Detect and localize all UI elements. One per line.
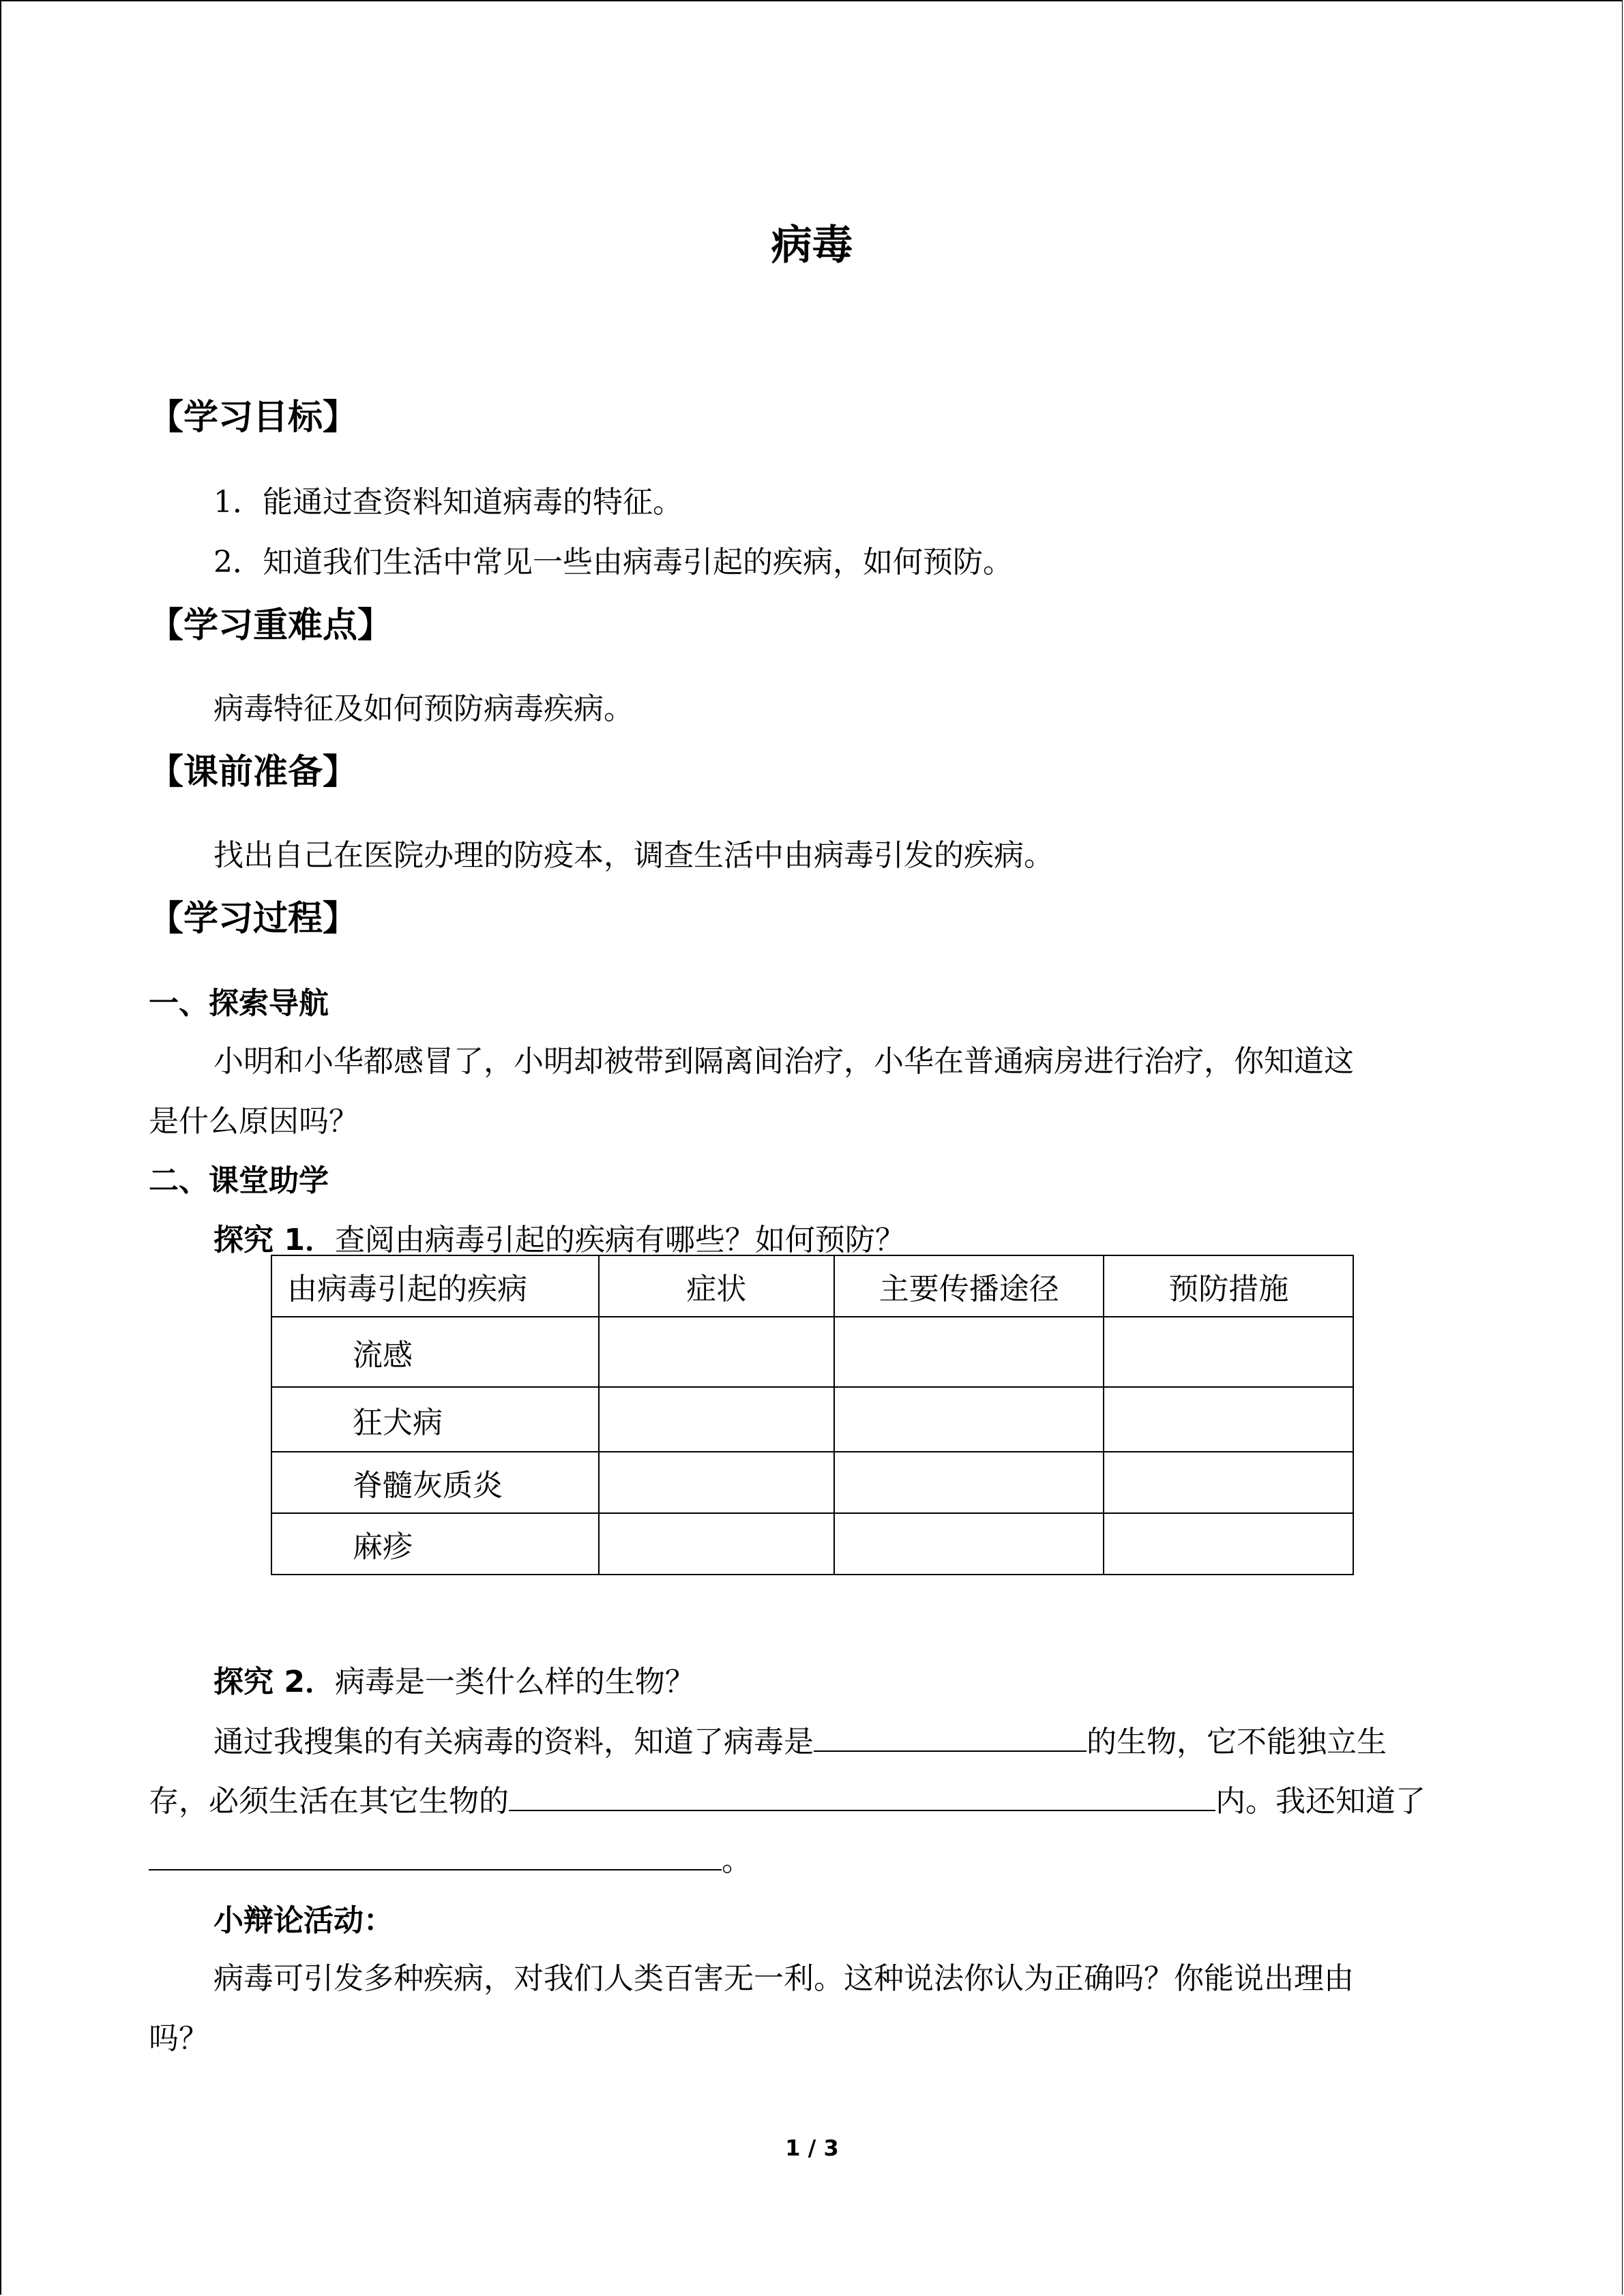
- table-header-prevention: 预防措施: [1104, 1255, 1353, 1317]
- table-cell-blank[interactable]: [599, 1317, 835, 1387]
- fill-text-1: 通过我搜集的有关病毒的资料，知道了病毒是: [213, 1725, 814, 1759]
- explore-heading: 一、探索导航: [149, 986, 329, 1021]
- table-cell-blank[interactable]: [834, 1317, 1104, 1387]
- table-cell-blank[interactable]: [834, 1513, 1104, 1575]
- table-cell-disease: 脊髓灰质炎: [271, 1452, 599, 1513]
- process-heading: 【学习过程】: [149, 899, 358, 939]
- table-row: [271, 1452, 1353, 1513]
- fill-text-2: 的生物，它不能独立生: [1087, 1725, 1387, 1759]
- classroom-heading: 二、课堂助学: [149, 1163, 329, 1198]
- fill-line-1: [213, 1717, 1387, 1761]
- inquiry-2-label: 探究 2．: [213, 1665, 335, 1699]
- objective-item-2: 2．知道我们生活中常见一些由病毒引起的疾病，如何预防。: [213, 545, 1013, 580]
- table-cell-blank[interactable]: [834, 1452, 1104, 1513]
- objective-item-1: 1．能通过查资料知道病毒的特征。: [213, 485, 683, 520]
- inquiry-2-text: 病毒是一类什么样的生物？: [334, 1665, 695, 1699]
- fill-line-2: [149, 1776, 1426, 1820]
- preparation-heading: 【课前准备】: [149, 752, 358, 792]
- explore-line-1: 小明和小华都感冒了，小明却被带到隔离间治疗，小华在普通病房进行治疗，你知道这: [213, 1044, 1354, 1079]
- table-cell-blank[interactable]: [599, 1452, 835, 1513]
- objectives-heading: 【学习目标】: [149, 398, 358, 438]
- disease-table: [271, 1255, 1354, 1575]
- table-header-symptoms: 症状: [599, 1255, 835, 1317]
- table-cell-blank[interactable]: [1104, 1513, 1353, 1575]
- inquiry-2: [213, 1657, 695, 1701]
- page-number: 1 / 3: [785, 2135, 839, 2161]
- page-title: 病毒: [771, 222, 853, 269]
- table-cell-disease: 流感: [271, 1317, 599, 1387]
- table-cell-blank[interactable]: [1104, 1452, 1353, 1513]
- fill-text-4: 内。我还知道了: [1215, 1784, 1426, 1819]
- table-cell-disease: 麻疹: [271, 1513, 599, 1575]
- fill-line-3: [149, 1836, 752, 1879]
- key-points-text: 病毒特征及如何预防病毒疾病。: [213, 691, 634, 726]
- debate-line-1: 病毒可引发多种疾病，对我们人类百害无一利。这种说法你认为正确吗？你能说出理由: [213, 1961, 1354, 1996]
- fill-text-3: 存，必须生活在其它生物的: [149, 1784, 509, 1819]
- table-cell-blank[interactable]: [834, 1387, 1104, 1452]
- key-points-heading: 【学习重难点】: [149, 606, 393, 646]
- table-cell-blank[interactable]: [1104, 1387, 1353, 1452]
- fill-end: 。: [722, 1843, 752, 1878]
- inquiry-1-label: 探究 1．: [213, 1223, 335, 1257]
- table-row: [271, 1513, 1353, 1575]
- table-header-disease: 由病毒引起的疾病: [271, 1255, 599, 1317]
- table-cell-blank[interactable]: [599, 1387, 835, 1452]
- table-row: [271, 1317, 1353, 1387]
- table-cell-blank[interactable]: [1104, 1317, 1353, 1387]
- table-row: [271, 1387, 1353, 1452]
- table-cell-disease: 狂犬病: [271, 1387, 599, 1452]
- blank-also-know[interactable]: [149, 1842, 722, 1870]
- blank-virus-type[interactable]: [814, 1723, 1087, 1752]
- table-header-row: [271, 1255, 1353, 1317]
- table-header-transmission: 主要传播途径: [834, 1255, 1104, 1317]
- debate-label: 小辩论活动：: [213, 1903, 394, 1938]
- inquiry-1: [213, 1215, 905, 1259]
- table-cell-blank[interactable]: [599, 1513, 835, 1575]
- debate-line-2: 吗？: [149, 2021, 209, 2056]
- preparation-text: 找出自己在医院办理的防疫本，调查生活中由病毒引发的疾病。: [213, 838, 1054, 873]
- inquiry-1-text: 查阅由病毒引起的疾病有哪些？如何预防？: [334, 1223, 905, 1257]
- blank-host-location[interactable]: [509, 1783, 1215, 1811]
- explore-line-2: 是什么原因吗？: [149, 1104, 359, 1139]
